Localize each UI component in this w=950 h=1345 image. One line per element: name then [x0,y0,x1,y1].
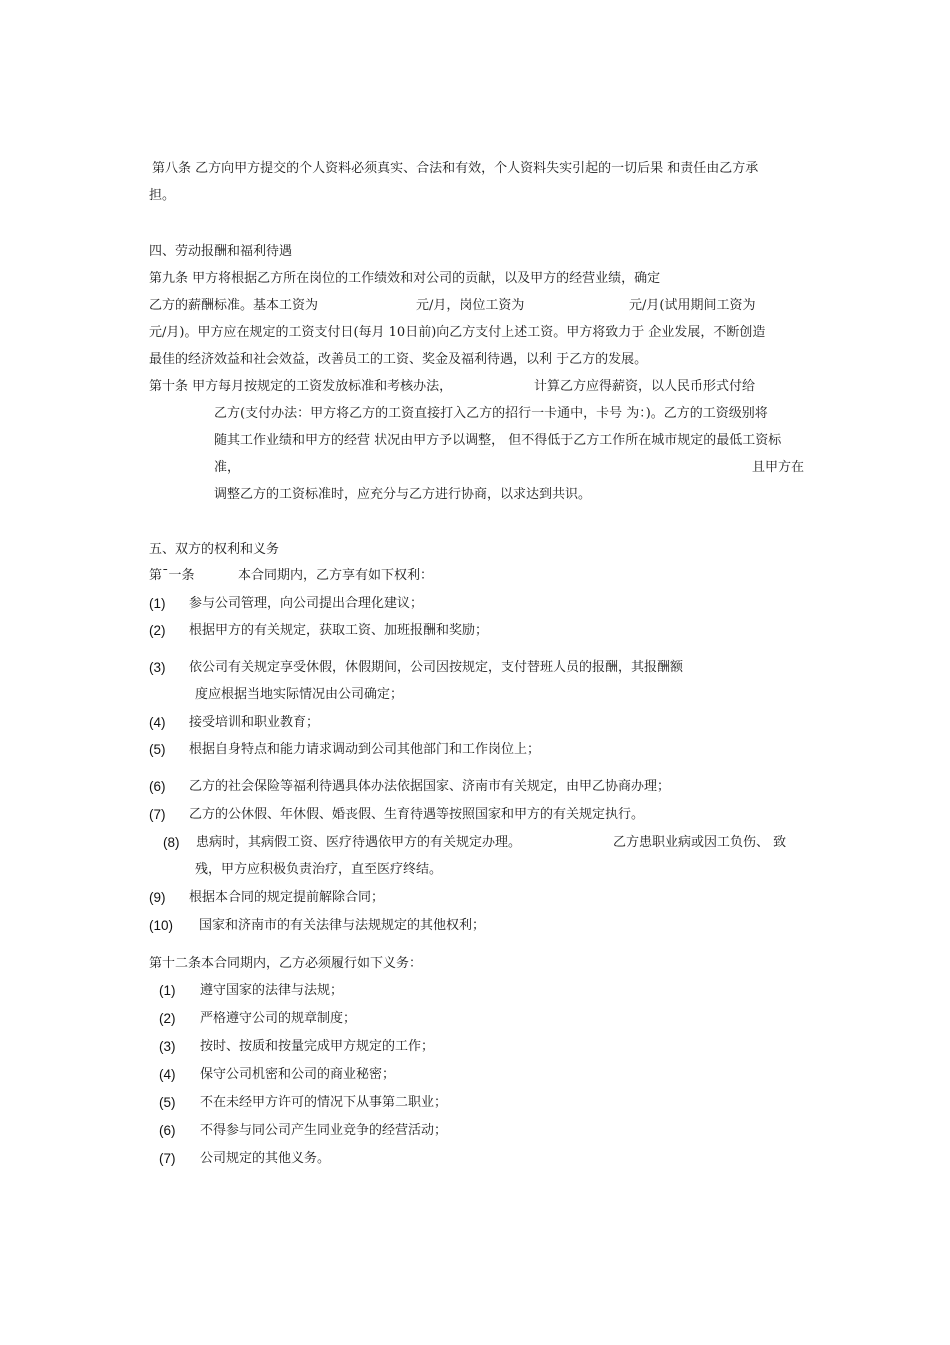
duty-item-number: (7) [159,1151,176,1166]
article-10-line-1b: 计算乙方应得薪资，以人民币形式付给 [534,379,756,394]
duty-item-text: 公司规定的其他义务。 [200,1151,331,1166]
right-item-text: 乙方的社会保险等福利待遇具体办法依据国家、济南市有关规定，由甲乙协商办理； [189,779,671,794]
article-10-line-5: 调整乙方的工资标准时，应充分与乙方进行协商，以求达到共识。 [214,487,592,502]
right-item-text: 依公司有关规定享受休假，休假期间，公司因按规定，支付替班人员的报酬，其报酬额 [189,660,684,675]
article-9-line-4: 最佳的经济效益和社会效益，改善员工的工资、奖金及福利待遇，以利 于乙方的发展。 [149,352,648,367]
duty-item-text: 按时、按质和按量完成甲方规定的工作； [200,1039,435,1054]
right-item-continuation: 度应根据当地实际情况由公司确定； [195,687,404,702]
duty-item-text: 不在未经甲方许可的情况下从事第二职业； [200,1095,448,1110]
right-item-number: (9) [149,890,166,905]
right-item-number: (3) [149,660,166,675]
duty-item-number: (3) [159,1039,176,1054]
right-item-text: 乙方的公休假、年休假、婚丧假、生育待遇等按照国家和甲方的有关规定执行。 [189,807,645,822]
section-5-heading: 五、双方的权利和义务 [149,542,280,557]
article-11-intro: 本合同期内，乙方享有如下权利： [238,568,434,583]
duty-item-text: 不得参与同公司产生同业竞争的经营活动； [200,1123,448,1138]
article-10-line-4b: 且甲方在 [752,460,805,475]
right-item-number: (8) [163,835,180,850]
article-10-line-4a: 准， [214,460,241,475]
right-item-text: 根据甲方的有关规定，获取工资、加班报酬和奖励； [189,623,489,638]
article-8-line-1: 第八条 乙方向甲方提交的个人资料必须真实、合法和有效，个人资料失实引起的一切后果 和责任由乙方承 [152,161,759,176]
right-item-number: (6) [149,779,166,794]
right-item-text: 接受培训和职业教育； [189,715,320,730]
duty-item-text: 遵守国家的法律与法规； [200,983,344,998]
duty-item-text: 保守公司机密和公司的商业秘密； [200,1067,396,1082]
article-9-line-3: 元/月)。甲方应在规定的工资支付日(每月 10日前)向乙方支付上述工资。甲方将致力于 企业发展，不断创造 [149,325,766,340]
article-10-line-3: 随其工作业绩和甲方的经营 状况由甲方予以调整， 但不得低于乙方工作所在城市规定的最低工资标 [214,433,782,448]
right-item-text: 根据自身特点和能力请求调动到公司其他部门和工作岗位上； [189,742,541,757]
duty-item-number: (1) [159,983,176,998]
duty-item-number: (2) [159,1011,176,1026]
article-9-line-2c: 元/月(试用期间工资为 [629,298,756,313]
right-item-number: (1) [149,596,166,611]
article-8-line-2: 担。 [149,188,176,203]
right-item-text-tail: 乙方患职业病或因工负伤、 致 [613,835,787,850]
article-9-line-2b: 元/月，岗位工资为 [416,298,525,313]
duty-item-number: (5) [159,1095,176,1110]
article-10-line-1a: 第十条 甲方每月按规定的工资发放标准和考核办法， [149,379,453,394]
right-item-text: 患病时，其病假工资、医疗待遇依甲方的有关规定办理。 [196,835,522,850]
section-4-heading: 四、劳动报酬和福利待遇 [149,244,293,259]
article-9-line-2a: 乙方的薪酬标准。基本工资为 [149,298,319,313]
duty-item-number: (4) [159,1067,176,1082]
right-item-number: (10) [149,918,174,933]
article-9-line-1: 第九条 甲方将根据乙方所在岗位的工作绩效和对公司的贡献，以及甲方的经营业绩，确定 [149,271,661,286]
article-10-line-2: 乙方(支付办法：甲方将乙方的工资直接打入乙方的招行一卡通中，卡号 为：)。乙方的工资级别将 [214,406,768,421]
right-item-continuation: 残，甲方应积极负责治疗，直至医疗终结。 [195,862,443,877]
article-12-intro: 第十二条本合同期内，乙方必须履行如下义务： [149,956,423,971]
duty-item-text: 严格遵守公司的规章制度； [200,1011,357,1026]
right-item-text: 国家和济南市的有关法律与法规规定的其他权利； [199,918,486,933]
right-item-number: (2) [149,623,166,638]
article-11-label: 第¯一条 [149,568,195,583]
right-item-number: (5) [149,742,166,757]
right-item-text: 参与公司管理，向公司提出合理化建议； [189,596,424,611]
duty-item-number: (6) [159,1123,176,1138]
right-item-number: (7) [149,807,166,822]
right-item-number: (4) [149,715,166,730]
right-item-text: 根据本合同的规定提前解除合同； [189,890,385,905]
